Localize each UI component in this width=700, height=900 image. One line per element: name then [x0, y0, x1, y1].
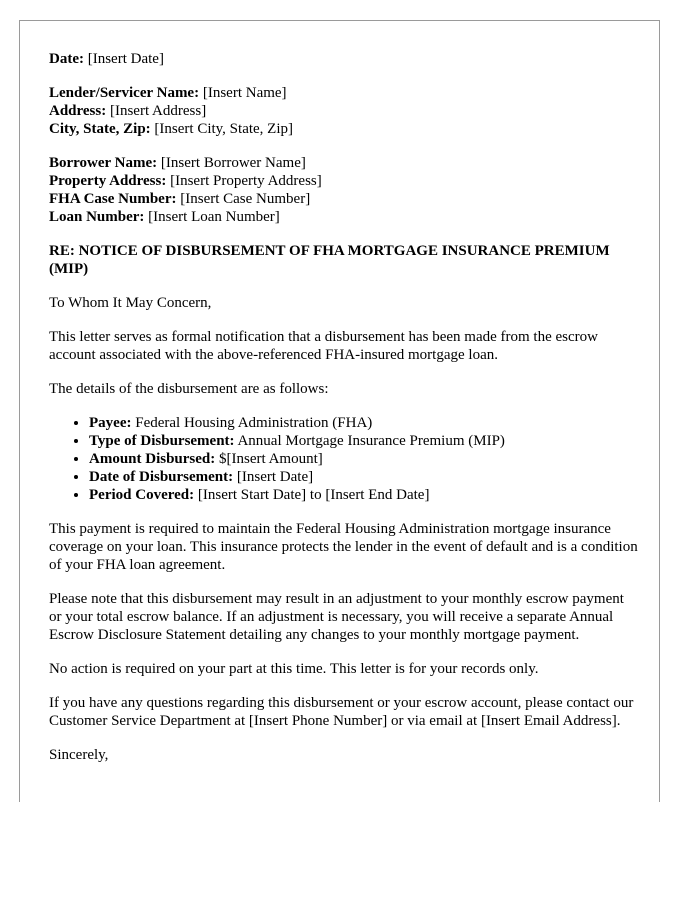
no-action-paragraph: No action is required on your part at this time. This letter is for your records only. — [49, 661, 539, 677]
lender-address-line: Address: [Insert Address] — [49, 103, 207, 119]
borrower-name-line: Borrower Name: [Insert Borrower Name] — [49, 155, 306, 171]
date-line: Date: [Insert Date] — [49, 51, 164, 67]
lender-block — [49, 84, 639, 138]
questions-paragraph: If you have any questions regarding this disbursement or your escrow account, please contact our Customer Service Department at [Insert Phone Number] or via email at [Insert Email Address]. — [49, 695, 634, 729]
subject-line: RE: NOTICE OF DISBURSEMENT OF FHA MORTGAGE INSURANCE PREMIUM (MIP) — [49, 243, 610, 277]
lender-city-line: City, State, Zip: [Insert City, State, Zip] — [49, 121, 294, 137]
fha-case-number-line: FHA Case Number: [Insert Case Number] — [49, 191, 311, 207]
borrower-block — [49, 154, 639, 226]
closing: Sincerely, — [49, 747, 109, 763]
loan-number-line: Loan Number: [Insert Loan Number] — [49, 209, 280, 225]
required-paragraph: This payment is required to maintain the Federal Housing Administration mortgage insurance coverage on your loan. This insurance protects the lender in the event of default and is a condition of your FHA loan agreement. — [49, 521, 638, 573]
letter-page — [19, 20, 660, 802]
salutation: To Whom It May Concern, — [49, 295, 212, 311]
adjustment-paragraph: Please note that this disbursement may result in an adjustment to your monthly escrow payment or your total escrow balance. If an adjustment is necessary, you will receive a separate Annual Escrow Disclosure Statement detailing any changes to your monthly mortgage payment. — [49, 591, 624, 643]
letter-content — [49, 50, 639, 764]
list-item: • Amount Disbursed: $[Insert Amount] — [89, 450, 639, 468]
details-intro: The details of the disbursement are as follows: — [49, 381, 329, 397]
list-item: • Payee: Federal Housing Administration (FHA) — [89, 414, 639, 432]
property-address-line: Property Address: [Insert Property Address] — [49, 173, 322, 189]
intro-paragraph: This letter serves as formal notification that a disbursement has been made from the escrow account associated with the above-referenced FHA-insured mortgage loan. — [49, 329, 598, 363]
details-list — [49, 414, 639, 504]
list-item: • Date of Disbursement: [Insert Date] — [89, 468, 639, 486]
list-item: • Period Covered: [Insert Start Date] to [Insert End Date] — [89, 486, 639, 504]
list-item: • Type of Disbursement: Annual Mortgage Insurance Premium (MIP) — [89, 432, 639, 450]
lender-name-line: Lender/Servicer Name: [Insert Name] — [49, 85, 287, 101]
